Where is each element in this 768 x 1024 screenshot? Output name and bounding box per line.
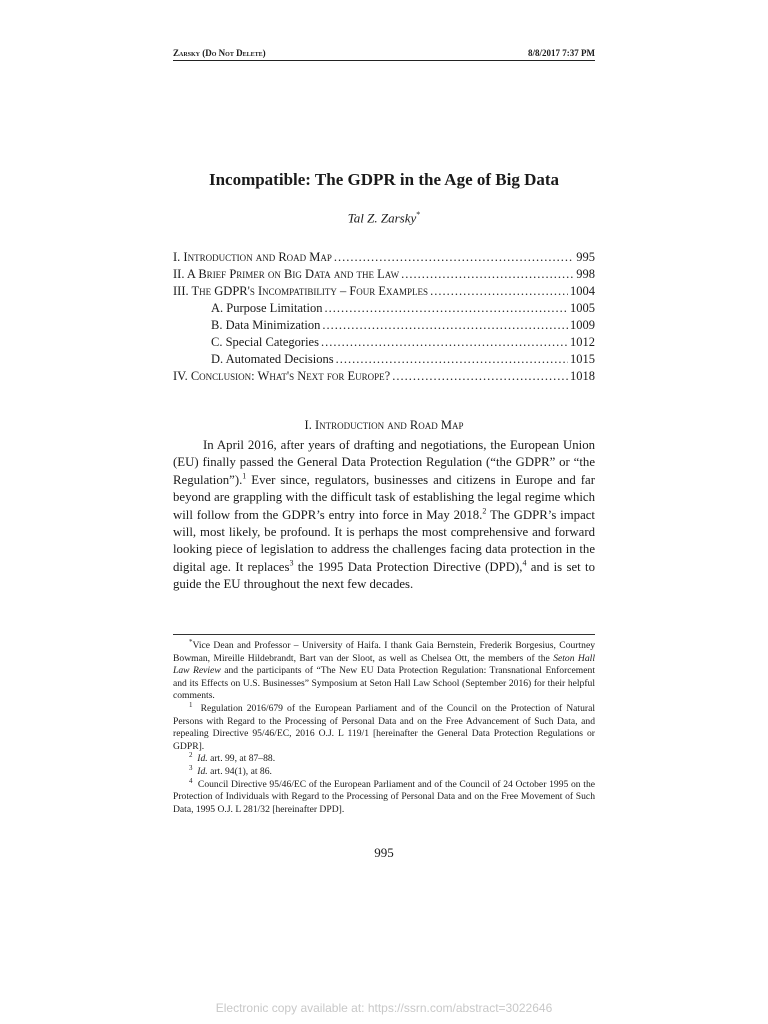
- toc-leader: [392, 368, 568, 385]
- toc-entry-label: B. Data Minimization: [211, 318, 321, 332]
- footnote-2: [173, 753, 595, 766]
- table-of-contents: [173, 249, 595, 385]
- toc-entry-page: 1009: [570, 318, 595, 332]
- footnote-text: Council Directive 95/46/EC of the European Parliament and of the Council of 24 October 1995 on the Protection of Individuals with Regard to the Processing of Personal Data and on the Free Movement of Such Data, 1995 O.J. L 281/32 [hereinafter DPD].: [173, 778, 596, 815]
- toc-leader: [324, 300, 568, 317]
- body-text-run: the 1995 Data Protection Directive (DPD),: [293, 559, 523, 574]
- footnote-ref[interactable]: 2: [482, 506, 487, 516]
- toc-entry-page: 1018: [570, 369, 595, 383]
- footnote-4: [173, 776, 596, 817]
- footnote-text: Vice Dean and Professor – University of Haifa. I thank Gaia Bernstein, Frederik Borgesius, Courtney Bowman, Mireille Hildebrandt, Bart van der Sloot, as well as Chelsea Ott, the members of the: [173, 640, 595, 664]
- ssrn-watermark[interactable]: Electronic copy available at: https://ssrn.com/abstract=3022646: [215, 1001, 553, 1015]
- header-timestamp: 8/8/2017 7:37 PM: [528, 48, 595, 58]
- footnote-ref[interactable]: 3: [289, 558, 294, 568]
- footnotes: [173, 637, 596, 816]
- toc-entry-page: 1015: [570, 352, 595, 366]
- footnote-3: [173, 763, 595, 779]
- toc-subentry[interactable]: [173, 334, 595, 351]
- toc-entry-label: III. The GDPR's Incompatibility – Four Examples: [173, 284, 429, 298]
- footnote-text: and the participants of “The New EU Data Protection Regulation: Transnational Enforcement and its Effects on U.S. Businesses” Symposium at Seton Hall Law School (September 2016) for their helpful comments.: [173, 665, 595, 702]
- running-header: [173, 46, 595, 61]
- footnote-mark: 2: [189, 751, 193, 760]
- author-footnote-mark: *: [416, 210, 421, 219]
- toc-entry[interactable]: [173, 283, 595, 300]
- footnote-mark: 1: [189, 700, 193, 709]
- footnote-ref[interactable]: 4: [522, 558, 527, 568]
- body-text: [173, 437, 595, 594]
- toc-entry-label: II. A Brief Primer on Big Data and the Law: [173, 267, 400, 281]
- toc-leader: [430, 283, 568, 300]
- journal-name: Seton Hall Law Review: [173, 652, 595, 677]
- section-heading: I. Introduction and Road Map: [304, 418, 464, 432]
- toc-entry-label: IV. Conclusion: What's Next for Europe?: [173, 369, 391, 383]
- article-title: Incompatible: The GDPR in the Age of Big Data: [208, 170, 560, 189]
- toc-leader: [336, 351, 568, 368]
- header-author: Zarsky (Do Not Delete): [173, 48, 266, 58]
- toc-entry-label: C. Special Categories: [211, 335, 319, 349]
- body-text-run: In April 2016, after years of drafting and negotiations, the European Union (EU) finally passed the General Data Protection Regulation (“the GDPR” or “the Regulation”).: [173, 438, 595, 487]
- footnote-text: Regulation 2016/679 of the European Parliament and of the Council on the Protection of Natural Persons with Regard to the Processing of Personal Data and on the Free Advancement of Such Data, and repealing Directive 95/46/EC, 2016 O.J. L 119/1 [hereinafter the General Data Protection Regulations or GDPR].: [173, 702, 596, 752]
- body-text-run: The GDPR’s impact will, most likely, be profound. It is perhaps the most comprehensive and forward looking piece of legislation to address the challenges facing data protection in the digital age. It replaces: [173, 507, 595, 574]
- toc-leader: [334, 249, 574, 266]
- author-name: Tal Z. Zarsky: [347, 210, 417, 226]
- toc-entry-label: I. Introduction and Road Map: [173, 250, 332, 264]
- toc-subentry[interactable]: [173, 351, 595, 368]
- toc-leader: [322, 317, 568, 334]
- body-paragraph: [173, 437, 595, 594]
- toc-entry-label: D. Automated Decisions: [211, 352, 334, 366]
- footnote-ref[interactable]: 1: [242, 471, 247, 481]
- toc-entry-page: 995: [576, 250, 595, 264]
- footnote-star: [173, 637, 595, 703]
- body-text-run: Ever since, regulators, businesses and citizens in Europe and far beyond are grappling with the difficult task of establishing the legal regime which will follow from the GDPR’s entry into force in May 2018.: [173, 472, 595, 522]
- footnote-mark: 4: [189, 776, 193, 785]
- footnote-mark: 3: [189, 763, 193, 772]
- toc-leader: [321, 334, 568, 351]
- toc-subentry[interactable]: [173, 317, 595, 334]
- toc-subentry[interactable]: [173, 300, 595, 317]
- toc-entry-page: 1004: [570, 284, 595, 298]
- page-number: 995: [374, 845, 394, 860]
- toc-entry-page: 1005: [570, 301, 595, 315]
- toc-entry[interactable]: [173, 249, 595, 266]
- footnote-id: Id.: [197, 765, 208, 777]
- toc-entry[interactable]: [173, 368, 595, 385]
- toc-entry-page: 998: [576, 267, 595, 281]
- footnote-divider: [173, 634, 595, 635]
- toc-entry-page: 1012: [570, 335, 595, 349]
- author-line: [0, 210, 768, 226]
- footnote-text: art. 99, at 87–88.: [207, 753, 276, 765]
- body-text-run: and is set to guide the EU throughout the next few decades.: [173, 559, 596, 592]
- footnote-mark: *: [189, 637, 193, 646]
- toc-leader: [401, 266, 574, 283]
- toc-entry-label: A. Purpose Limitation: [211, 301, 323, 315]
- toc-entry[interactable]: [173, 266, 595, 283]
- footnote-1: [173, 700, 596, 753]
- footnote-text: art. 94(1), at 86.: [207, 765, 272, 777]
- footnote-id: Id.: [197, 753, 208, 765]
